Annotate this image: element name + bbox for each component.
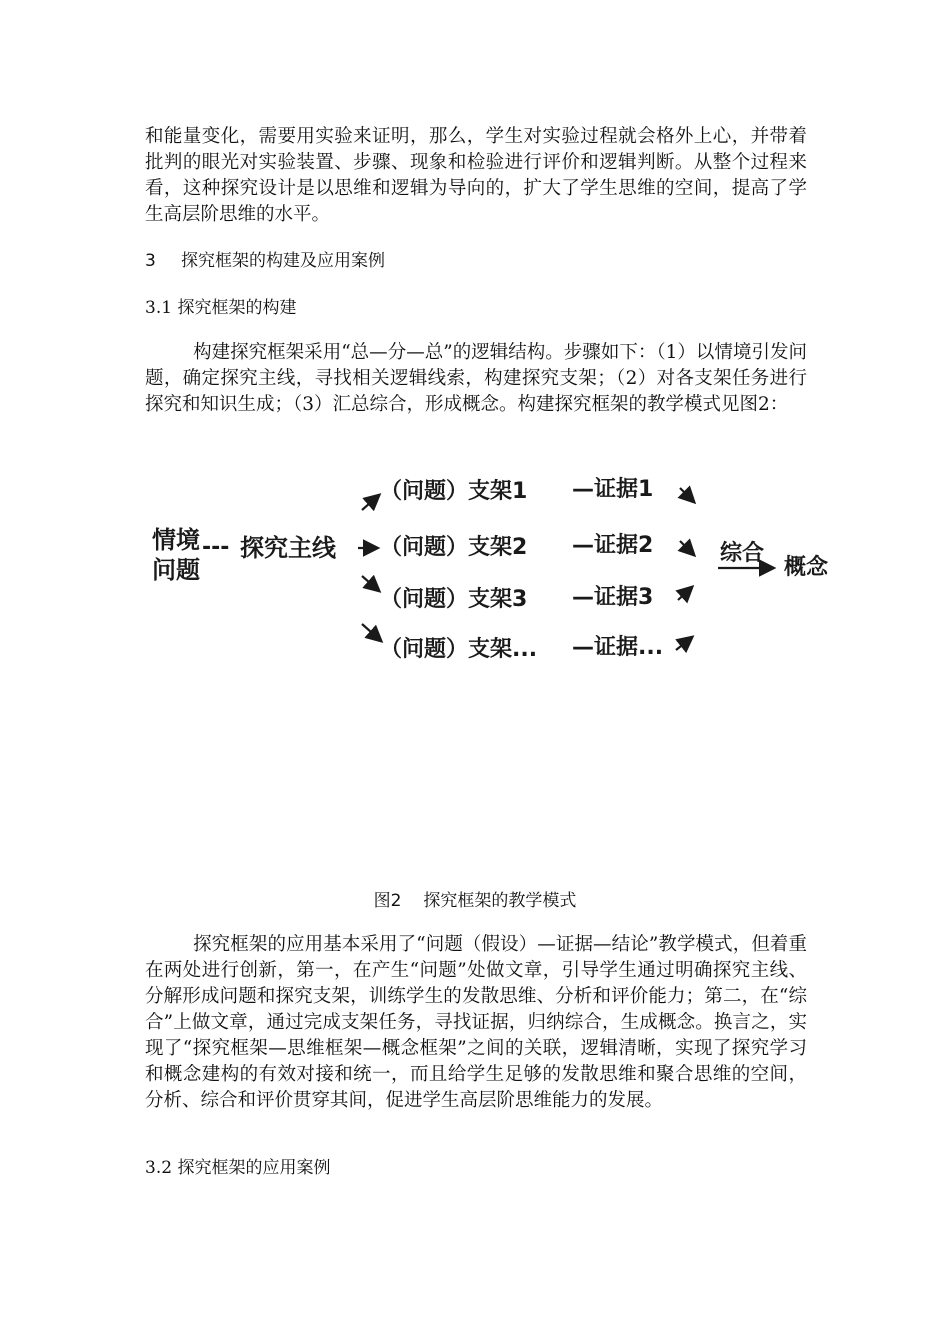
scaffold-2: （问题）支架2 <box>380 535 528 560</box>
synthesis-label: 综合 <box>720 541 765 566</box>
paragraph-application: 探究框架的应用基本采用了“问题（假设）—证据—结论”教学模式，但着重在两处进行创新，第一，在产生“问题”处做文章，引导学生通过明确探究主线、分解形成问题和探究支架，训练学生的发散思维、分析和评价能力；第二，在“综合”上做文章，通过完成支架任务，寻找证据，归纳综合，生成概念。换言之，实现了“探究框架—思维框架—概念框架”之间的关联，逻辑清晰，实现了探究学习和概念建构的有效对接和统一，而且给学生足够的发散思维和聚合思维的空间，分析、综合和评价贯穿其间，促进学生高层阶思维能力的发展。 <box>145 934 807 1111</box>
scaffold-more: （问题）支架... <box>380 637 538 662</box>
branch-arrow-4 <box>362 624 380 640</box>
evidence-3: —证据3 <box>572 585 654 610</box>
concept-label: 概念 <box>784 555 829 580</box>
branch-arrow-3 <box>362 576 378 590</box>
situation-label-line2: 问题 <box>152 556 200 584</box>
subsection-heading-3-2: 3.2 探究框架的应用案例 <box>145 1158 331 1178</box>
section-number: 3 <box>145 251 156 271</box>
subsection-heading-3-1: 3.1 探究框架的构建 <box>145 298 297 318</box>
evidence-more: —证据... <box>572 635 664 660</box>
caption-title: 探究框架的教学模式 <box>423 891 577 911</box>
scaffold-1: （问题）支架1 <box>380 479 528 504</box>
main-line-label: 探究主线 <box>240 534 336 562</box>
section-title: 探究框架的构建及应用案例 <box>181 251 385 271</box>
evidence-arrow-4 <box>676 638 691 650</box>
evidence-arrow-1 <box>680 488 693 501</box>
evidence-arrow-2 <box>680 541 693 554</box>
teaching-mode-diagram <box>140 468 840 668</box>
section-heading-3 <box>145 250 385 272</box>
paragraph-intro: 和能量变化，需要用实验来证明，那么，学生对实验过程就会格外上心，并带着批判的眼光对实验装置、步骤、现象和检验进行评价和逻辑判断。从整个过程来看，这种探究设计是以思维和逻辑为导向的，扩大了学生思维的空间，提高了学生高层阶思维的水平。 <box>145 126 807 225</box>
caption-number: 图2 <box>373 891 402 911</box>
branch-arrow-1 <box>362 496 378 510</box>
situation-label-line1: 情境 <box>152 526 200 554</box>
figure-caption <box>0 886 950 911</box>
dash-connector: --- <box>202 535 230 560</box>
evidence-1: —证据1 <box>572 477 654 502</box>
evidence-arrow-3 <box>678 588 691 600</box>
scaffold-3: （问题）支架3 <box>380 587 528 612</box>
evidence-2: —证据2 <box>572 533 654 558</box>
paragraph-structure: 构建探究框架采用“总—分—总”的逻辑结构。步骤如下：（1）以情境引发问题，确定探究主线，寻找相关逻辑线索，构建探究支架；（2）对各支架任务进行探究和知识生成；（3）汇总综合，形成概念。构建探究框架的教学模式见图2： <box>145 342 807 415</box>
